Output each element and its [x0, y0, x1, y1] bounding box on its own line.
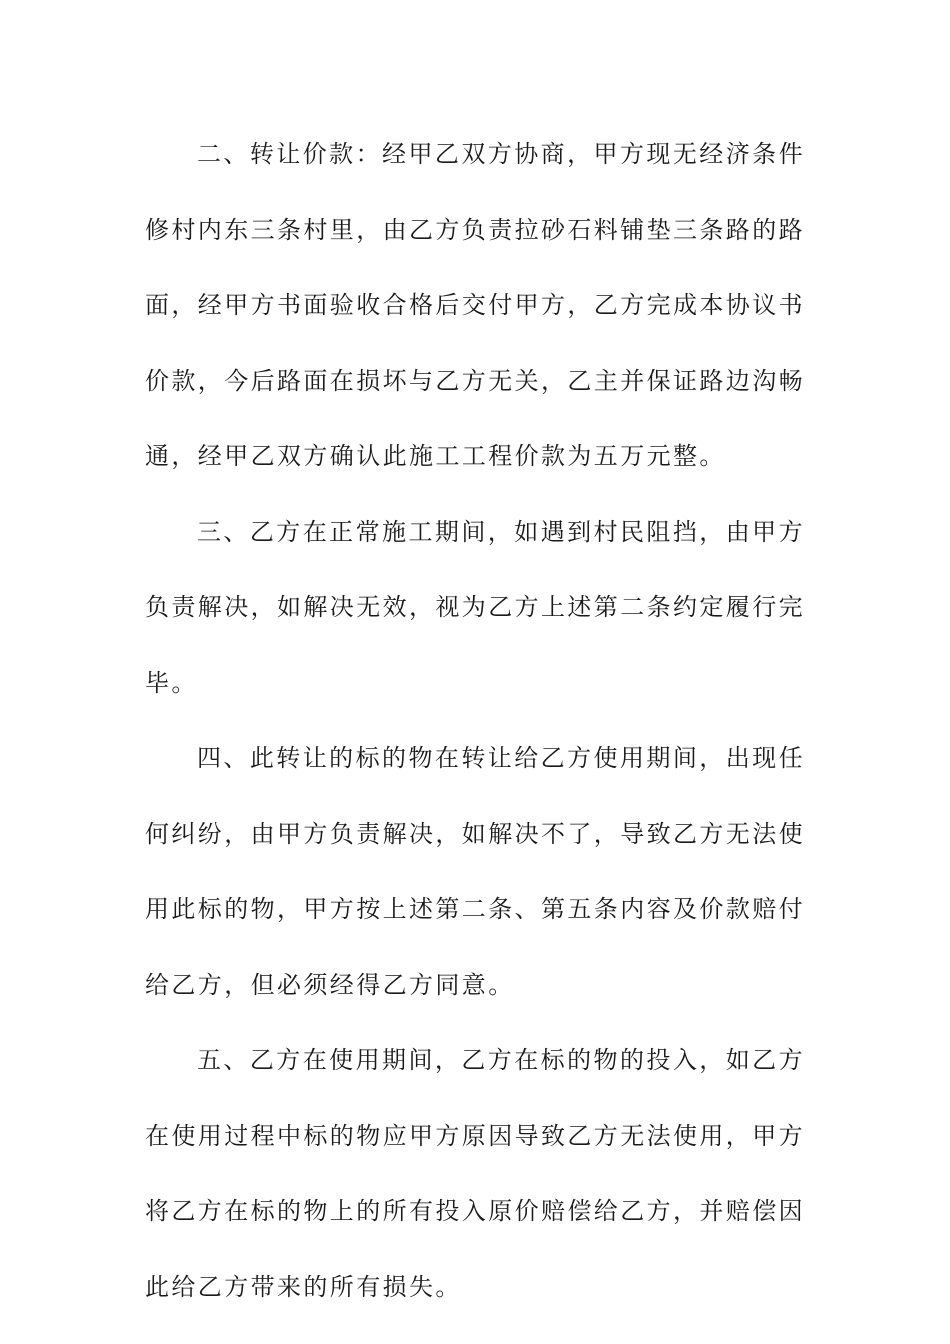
paragraph-clause-4: 四、此转让的标的物在转让给乙方使用期间，出现任何纠纷，由甲方负责解决，如解决不了，导致乙方无法使用此标的物，甲方按上述第二条、第五条内容及价款赔付给乙方，但必须经得乙方同意。 [145, 744, 805, 999]
paragraph-clause-5: 五、乙方在使用期间，乙方在标的物的投入，如乙方在使用过程中标的物应甲方原因导致乙方无法使用，甲方将乙方在标的物上的所有投入原价赔偿给乙方，并赔偿因此给乙方带来的所有损失。 [145, 1046, 805, 1301]
paragraph-clause-2: 二、转让价款：经甲乙双方协商，甲方现无经济条件修村内东三条村里，由乙方负责拉砂石料铺垫三条路的路面，经甲方书面验收合格后交付甲方，乙方完成本协议书价款，今后路面在损坏与乙方无关，乙主并保证路边沟畅通，经甲乙双方确认此施工工程价款为五万元整。 [145, 140, 805, 470]
paragraph-clause-3: 三、乙方在正常施工期间，如遇到村民阻挡，由甲方负责解决，如解决无效，视为乙方上述第二条约定履行完毕。 [145, 517, 805, 697]
document-body [145, 117, 805, 1325]
